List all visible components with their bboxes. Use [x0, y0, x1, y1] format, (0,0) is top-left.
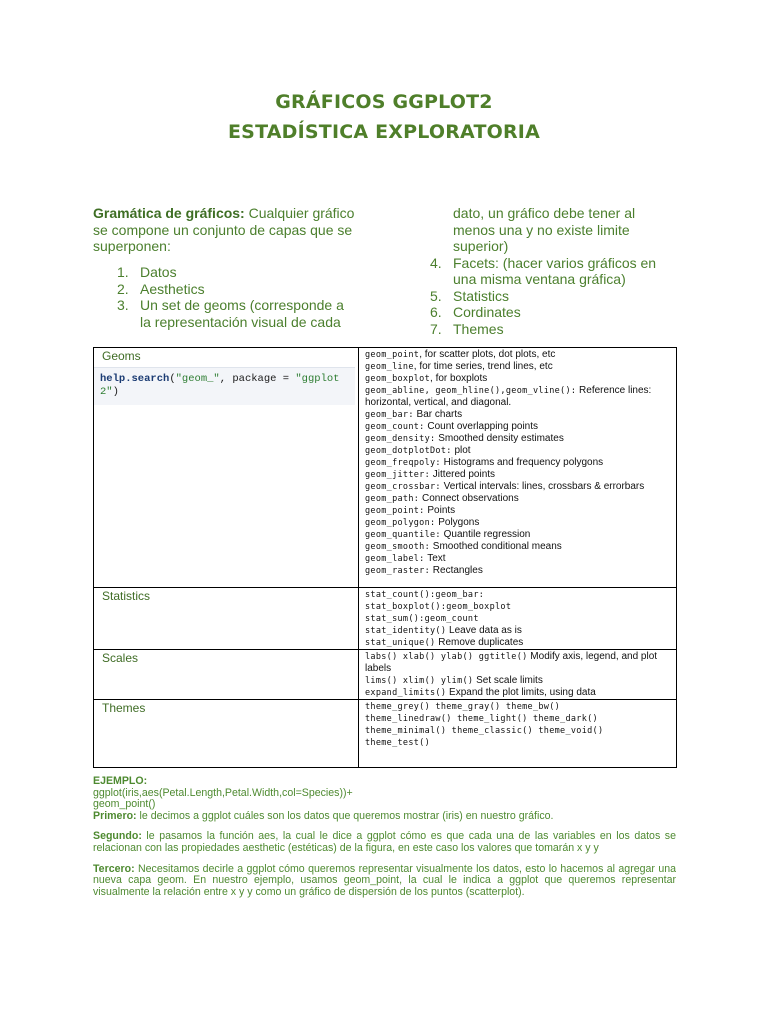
- entry-code: geom_bar:: [365, 410, 414, 420]
- entry-line: [365, 373, 674, 385]
- step-label: Tercero:: [93, 862, 135, 875]
- document-title-line1: GRÁFICOS GGPLOT2: [275, 91, 493, 113]
- list-text: superior): [453, 238, 509, 254]
- entry-text: Quantile regression: [440, 529, 531, 540]
- entry-code: geom_density:: [365, 434, 436, 444]
- entry-line: [365, 737, 674, 749]
- step-text: Necesitamos decirle a ggplot cómo queremos representar visualmente los datos, esto lo hacemos al agregar una nueva capa geom. En nuestro ejemplo, usamos geom_point, la cual le indica a ggplot que queremos representar visualmente la relación entre x y y como un gráfico de dispersión de los puntos (scatterplot).: [93, 862, 676, 898]
- intro-heading: Gramática de gráficos:: [93, 205, 245, 221]
- entry-text: Rectangles: [430, 565, 483, 576]
- entry-code: geom_smooth:: [365, 542, 431, 552]
- entry-code: stat_boxplot():geom_boxplot: [365, 602, 512, 612]
- layers-list-col2: [408, 205, 708, 337]
- entry-line: [365, 505, 674, 517]
- geoms-cell: [94, 348, 359, 588]
- step-text: le pasamos la función aes, la cual le dice a ggplot cómo es que cada una de las variables en los datos se relacionan con las propiedades aesthetic (estéticas) de la figura, en este caso los valores que tomarán x y y: [93, 830, 676, 854]
- list-text: Un set de geoms (corresponde a: [140, 297, 344, 313]
- list-item: [95, 281, 395, 298]
- code-string: "geom_": [175, 373, 220, 385]
- entry-code: stat_sum():geom_count: [365, 614, 479, 624]
- list-item: [95, 264, 395, 281]
- entry-text: Leave data as is: [446, 625, 522, 636]
- entry-code: geom_quantile:: [365, 530, 441, 540]
- entry-text: Count overlapping points: [424, 421, 539, 432]
- code-function: help.search: [100, 373, 170, 385]
- entry-text: Modify axis, legend, and plot labels: [365, 651, 658, 674]
- list-number: 3.: [117, 297, 129, 313]
- example-step-2: [93, 831, 676, 854]
- list-text: Statistics: [453, 287, 510, 304]
- scales-entries: [359, 650, 676, 699]
- entry-text: Expand the plot limits, using data: [446, 687, 596, 698]
- entry-code: theme_test(): [365, 738, 431, 748]
- list-number: 6.: [430, 304, 442, 320]
- entry-line: [365, 349, 674, 361]
- row-label-geoms: Geoms: [102, 349, 141, 363]
- example-code-line-1: ggplot(iris,aes(Petal.Length,Petal.Width,col=Species))+: [93, 786, 353, 799]
- entry-line: [365, 625, 674, 637]
- step-label: Segundo:: [93, 830, 142, 843]
- entry-text: Remove duplicates: [435, 637, 524, 648]
- entry-code: stat_unique(): [365, 638, 436, 648]
- table-row-statistics: [94, 588, 677, 650]
- entry-code: theme_grey() theme_gray() theme_bw(): [365, 702, 561, 712]
- intro-text-2: se compone un conjunto de capas que se: [93, 221, 353, 238]
- entry-code: theme_minimal() theme_classic() theme_void(): [365, 726, 604, 736]
- statistics-entries-cell: [359, 588, 677, 650]
- entry-code: geom_path:: [365, 494, 420, 504]
- entry-line: [365, 553, 674, 565]
- entry-line: [365, 433, 674, 445]
- entry-line: [365, 517, 674, 529]
- scales-cell: [94, 650, 359, 700]
- code-snippet-help-search: [94, 367, 355, 405]
- list-text: Themes: [453, 320, 504, 337]
- entry-line: [365, 421, 674, 433]
- entry-line: [365, 701, 674, 713]
- entry-code: geom_abline, geom_hline(),geom_vline():: [365, 386, 577, 396]
- entry-text: Smoothed conditional means: [430, 541, 562, 552]
- scales-entries-cell: [359, 650, 677, 700]
- entry-text: , for scatter plots, dot plots, etc: [419, 349, 556, 360]
- entry-line: [365, 565, 674, 577]
- entry-line: [365, 687, 674, 699]
- list-number: 7.: [430, 320, 442, 337]
- geoms-entries: [359, 348, 676, 577]
- list-item: [95, 297, 395, 330]
- entry-text: , for boxplots: [430, 373, 488, 384]
- entry-line: [365, 361, 674, 373]
- list-text: la representación visual de cada: [140, 313, 341, 330]
- list-item: [408, 255, 708, 288]
- example-heading: EJEMPLO:: [93, 775, 148, 787]
- list-item: [408, 321, 708, 338]
- entry-code: geom_count:: [365, 422, 425, 432]
- intro-text-1: Cualquier gráfico: [244, 205, 355, 221]
- example-step-1: [93, 811, 676, 823]
- entry-code: geom_line: [365, 362, 414, 372]
- list-text: Cordinates: [453, 304, 521, 320]
- entry-line: [365, 713, 674, 725]
- table-row-geoms: [94, 348, 677, 588]
- entry-text: Set scale limits: [473, 675, 543, 686]
- list-number: 2.: [117, 280, 129, 297]
- code-string: "ggplot2": [100, 373, 340, 398]
- entry-text: Jittered points: [430, 469, 496, 480]
- themes-entries-cell: [359, 700, 677, 768]
- step-label: Primero:: [93, 809, 137, 822]
- entry-line: [365, 589, 674, 601]
- entry-code: geom_raster:: [365, 566, 431, 576]
- entry-text: , for time series, trend lines, etc: [413, 361, 553, 372]
- entry-code: geom_point: [365, 350, 420, 360]
- entry-text: Reference lines: horizontal, vertical, and diagonal.: [365, 385, 652, 408]
- code-part: ): [112, 386, 119, 398]
- entry-line: [365, 725, 674, 737]
- entry-line: [365, 493, 674, 505]
- entry-line: [365, 637, 674, 649]
- entry-line: [365, 529, 674, 541]
- entry-line: [365, 385, 674, 409]
- themes-cell: [94, 700, 359, 768]
- entry-code: geom_point:: [365, 506, 425, 516]
- example-code-line-2: geom_point(): [93, 798, 156, 811]
- list-text: Aesthetics: [140, 280, 205, 297]
- entry-code: lims() xlim() ylim(): [365, 676, 474, 686]
- list-text: Datos: [140, 264, 177, 280]
- statistics-entries: [359, 588, 676, 649]
- themes-entries: [359, 700, 676, 749]
- entry-text: Polygons: [435, 517, 480, 528]
- list-text: una misma ventana gráfica): [453, 271, 626, 287]
- entry-code: geom_jitter:: [365, 470, 431, 480]
- entry-line: [365, 445, 674, 457]
- entry-text: Bar charts: [413, 409, 463, 420]
- entry-line: [365, 675, 674, 687]
- list-item: [408, 288, 708, 305]
- entry-code: geom_polygon:: [365, 518, 436, 528]
- entry-code: stat_identity(): [365, 626, 447, 636]
- table-row-themes: [94, 700, 677, 768]
- entry-line: [365, 469, 674, 481]
- row-label-themes: Themes: [102, 701, 146, 715]
- entry-text: Histograms and frequency polygons: [440, 457, 604, 468]
- row-label-scales: Scales: [102, 651, 139, 665]
- entry-text: Points: [424, 505, 456, 516]
- entry-line: [365, 601, 674, 613]
- entry-code: geom_boxplot: [365, 374, 431, 384]
- entry-code: stat_count():geom_bar:: [365, 590, 485, 600]
- entry-line: [365, 541, 674, 553]
- entry-text: Vertical intervals: lines, crossbars & errorbars: [440, 481, 645, 492]
- list-number: 1.: [117, 264, 129, 280]
- reference-table: [93, 347, 677, 768]
- entry-text: Connect observations: [419, 493, 519, 504]
- entry-line: [365, 651, 674, 675]
- entry-code: geom_freqpoly:: [365, 458, 441, 468]
- code-part: (: [169, 373, 176, 385]
- entry-code: expand_limits(): [365, 688, 447, 698]
- row-label-statistics: Statistics: [102, 589, 151, 603]
- list-number: 4.: [430, 254, 442, 271]
- geoms-entries-cell: [359, 348, 677, 588]
- list-text: dato, un gráfico debe tener al: [453, 205, 636, 221]
- table-row-scales: [94, 650, 677, 700]
- entry-line: [365, 481, 674, 493]
- list-text: menos una y no existe limite: [453, 221, 630, 238]
- example-step-3: [93, 864, 676, 899]
- entry-code: labs() xlab() ylab() ggtitle(): [365, 652, 528, 662]
- entry-code: geom_label:: [365, 554, 425, 564]
- entry-text: Smoothed density estimates: [435, 433, 564, 444]
- entry-text: plot: [451, 445, 471, 456]
- list-number: 5.: [430, 287, 442, 304]
- step-text: le decimos a ggplot cuáles son los datos que queremos mostrar (iris) en nuestro gráfico.: [136, 809, 554, 822]
- entry-line: [365, 457, 674, 469]
- list-text: Facets: (hacer varios gráficos en: [453, 254, 657, 271]
- entry-line: [365, 409, 674, 421]
- example-section: [93, 776, 676, 898]
- entry-code: geom_dotplotDot:: [365, 446, 452, 456]
- list-item: [408, 304, 708, 321]
- intro-paragraph: [93, 205, 393, 255]
- entry-code: theme_linedraw() theme_light() theme_dark(): [365, 714, 598, 724]
- entry-line: [365, 613, 674, 625]
- statistics-cell: [94, 588, 359, 650]
- code-part: , package =: [219, 373, 296, 385]
- intro-text-3: superponen:: [93, 238, 171, 254]
- layers-list-col1: [95, 264, 395, 330]
- document-title-line2: ESTADÍSTICA EXPLORATORIA: [228, 121, 540, 143]
- list-item-continued: [408, 205, 708, 255]
- entry-code: geom_crossbar:: [365, 482, 441, 492]
- entry-text: Text: [424, 553, 446, 564]
